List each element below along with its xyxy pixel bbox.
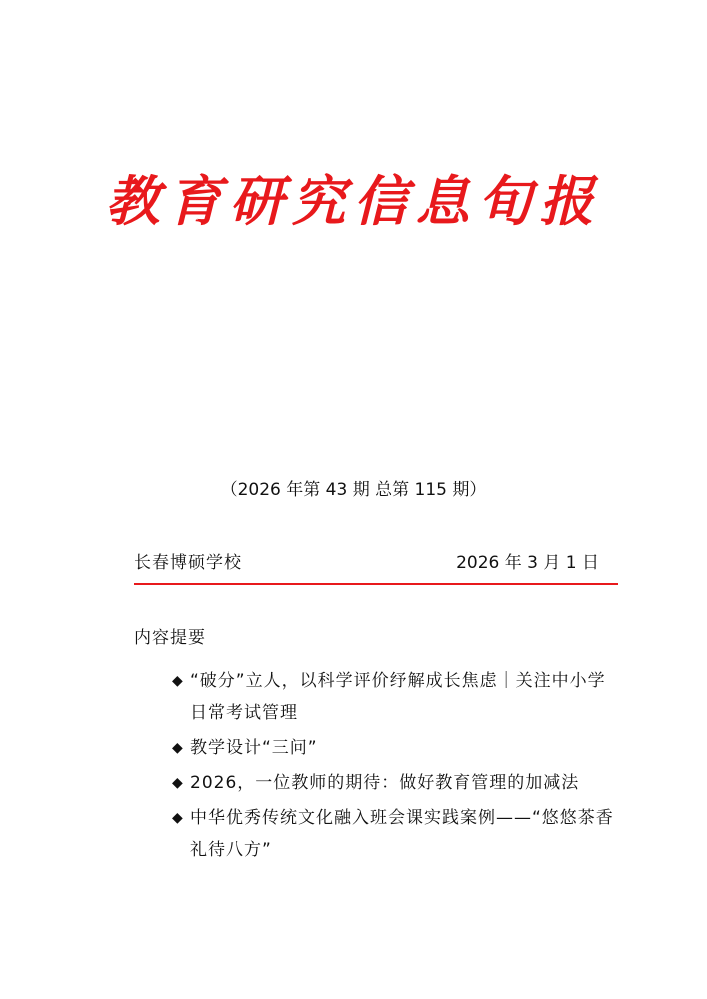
toc-heading: 内容提要 (134, 628, 206, 648)
diamond-icon: ◆ (172, 740, 184, 756)
toc-item (172, 767, 620, 799)
red-divider (134, 583, 618, 585)
diamond-icon: ◆ (172, 775, 184, 791)
school-name: 长春博硕学校 (134, 553, 242, 573)
diamond-icon: ◆ (172, 673, 184, 689)
toc-item-text: 教学设计“三问” (190, 738, 318, 758)
masthead-title: 教育研究信息旬报 (105, 169, 602, 233)
toc-item-text: 中华优秀传统文化融入班会课实践案例——“悠悠茶香 礼待八方” (190, 808, 614, 860)
toc-item (172, 732, 620, 764)
publication-date: 2026 年 3 月 1 日 (456, 553, 599, 573)
toc-list (172, 665, 620, 869)
diamond-icon: ◆ (172, 810, 184, 826)
toc-item (172, 665, 620, 729)
toc-item-text: 2026，一位教师的期待：做好教育管理的加减法 (190, 773, 580, 793)
toc-item (172, 802, 620, 866)
toc-item-text: “破分”立人，以科学评价纾解成长焦虑｜关注中小学日常考试管理 (190, 671, 606, 723)
issue-number: （2026 年第 43 期 总第 115 期） (220, 480, 487, 500)
